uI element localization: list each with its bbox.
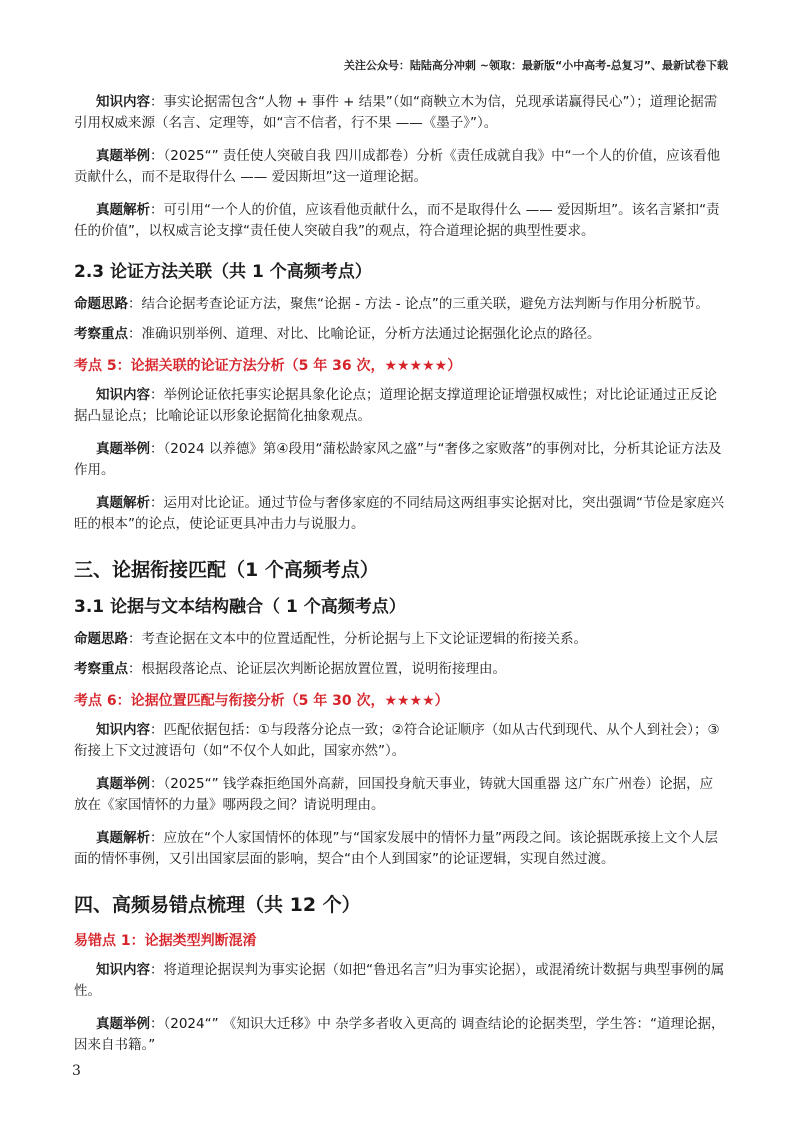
- label-exam-analysis: 真题解析: [96, 495, 150, 511]
- paragraph-exam-example: 真题举例：（2025“” 钱学森拒绝国外高薪，回国投身航天事业，铸就大国重器 这广东广州卷）论据，应放在《家国情怀的力量》哪两段之间？请说明理由。: [74, 776, 714, 813]
- key-point-6-heading: 考点 6：论据位置匹配与衔接分析（5 年 30 次，★★★★）: [74, 693, 449, 709]
- paragraph-knowledge-content: 知识内容：将道理论据误判为事实论据（如把“鲁迅名言”归为事实论据），或混淆统计数据与典型事例的属性。: [74, 962, 725, 999]
- section-heading-2-3: 2.3 论证方法关联（共 1 个高频考点）: [74, 262, 372, 282]
- label-exam-example: 真题举例: [96, 1016, 150, 1032]
- paragraph-knowledge-content: 知识内容：匹配依据包括：①与段落分论点一致；②符合论证顺序（如从古代到现代、从个人到社会）；③衔接上下文过渡语句（如“不仅个人如此，国家亦然”）。: [74, 722, 720, 759]
- chapter-heading-3: 三、论据衔接匹配（1 个高频考点）: [74, 559, 379, 581]
- paragraph-proposition-idea: 命题思路：结合论据考查论证方法，聚焦“论据 - 方法 - 论点”的三重关联，避免方法判断与作用分析脱节。: [74, 296, 709, 312]
- paragraph-exam-example: 真题举例：（2024 以养德》第④段用“蒲松龄家风之盛”与“奢侈之家败落”的事例对比，分析其论证方法及作用。: [74, 441, 722, 478]
- error-point-1-heading: 易错点 1：论据类型判断混淆: [74, 933, 257, 949]
- label-knowledge-content: 知识内容: [96, 387, 150, 403]
- paragraph-exam-analysis: 真题解析：运用对比论证。通过节俭与奢侈家庭的不同结局这两组事实论据对比，突出强调“节俭是家庭兴旺的根本”的论点，使论证更具冲击力与说服力。: [74, 495, 724, 532]
- paragraph-knowledge-content: 知识内容：举例论证依托事实论据具象化论点；道理论据支撑道理论证增强权威性；对比论证通过正反论据凸显论点；比喻论证以形象论据简化抽象观点。: [74, 387, 717, 424]
- label-proposition-idea: 命题思路: [74, 296, 128, 312]
- page-header: 关注公众号：陆陆高分冲刺 ~领取：最新版“小中高考-总复习”、最新试卷下载: [343, 59, 728, 72]
- paragraph-focus: 考察重点：准确识别举例、道理、对比、比喻论证，分析方法通过论据强化论点的路径。: [74, 326, 601, 342]
- label-exam-example: 真题举例: [96, 148, 150, 164]
- label-proposition-idea: 命题思路: [74, 631, 128, 647]
- paragraph-exam-example: 真题举例：（2025“” 责任使人突破自我 四川成都卷）分析《责任成就自我》中“一个人的价值，应该看他贡献什么，而不是取得什么 —— 爱因斯坦”这一道理论据。: [74, 148, 721, 185]
- label-knowledge-content: 知识内容: [96, 722, 150, 738]
- label-focus: 考察重点: [74, 661, 128, 677]
- key-point-5-heading: 考点 5：论据关联的论证方法分析（5 年 36 次，★★★★★）: [74, 358, 462, 374]
- label-exam-analysis: 真题解析: [96, 202, 150, 218]
- paragraph-focus: 考察重点：根据段落论点、论证层次判断论据放置位置，说明衔接理由。: [74, 661, 506, 677]
- page-number: 3: [72, 1063, 81, 1079]
- label-focus: 考察重点: [74, 326, 128, 342]
- section-heading-3-1: 3.1 论据与文本结构融合（ 1 个高频考点）: [74, 597, 406, 617]
- label-exam-example: 真题举例: [96, 441, 150, 457]
- paragraph-proposition-idea: 命题思路：考查论据在文本中的位置适配性，分析论据与上下文论证逻辑的衔接关系。: [74, 631, 587, 647]
- label-knowledge-content: 知识内容: [96, 962, 150, 978]
- paragraph-exam-example: 真题举例：（2024“” 《知识大迁移》中 杂学多者收入更高的 调查结论的论据类型，学生答：“道理论据，因来自书籍。”: [74, 1016, 725, 1053]
- page-content: [74, 92, 726, 1056]
- paragraph-exam-analysis: 真题解析：应放在“个人家国情怀的体现”与“国家发展中的情怀力量”两段之间。该论据既承接上文个人层面的情怀事例，又引出国家层面的影响，契合“由个人到国家”的论证逻辑，实现自然过渡。: [74, 830, 718, 867]
- paragraph-exam-analysis: 真题解析：可引用“一个人的价值，应该看他贡献什么，而不是取得什么 —— 爱因斯坦”。该名言紧扣“责任的价值”，以权威言论支撑“责任使人突破自我”的观点，符合道理论据的典型性要求。: [74, 202, 720, 239]
- label-exam-analysis: 真题解析: [96, 830, 150, 846]
- chapter-heading-4: 四、高频易错点梳理（共 12 个）: [74, 894, 361, 916]
- label-exam-example: 真题举例: [96, 776, 150, 792]
- paragraph-knowledge-content: 知识内容：事实论据需包含“人物 + 事件 + 结果”（如“商鞅立木为信，兑现承诺赢得民心”）；道理论据需引用权威来源（名言、定理等，如“言不信者，行不果 ——《墨子》”）。: [74, 94, 718, 131]
- label-knowledge-content: 知识内容: [96, 94, 150, 110]
